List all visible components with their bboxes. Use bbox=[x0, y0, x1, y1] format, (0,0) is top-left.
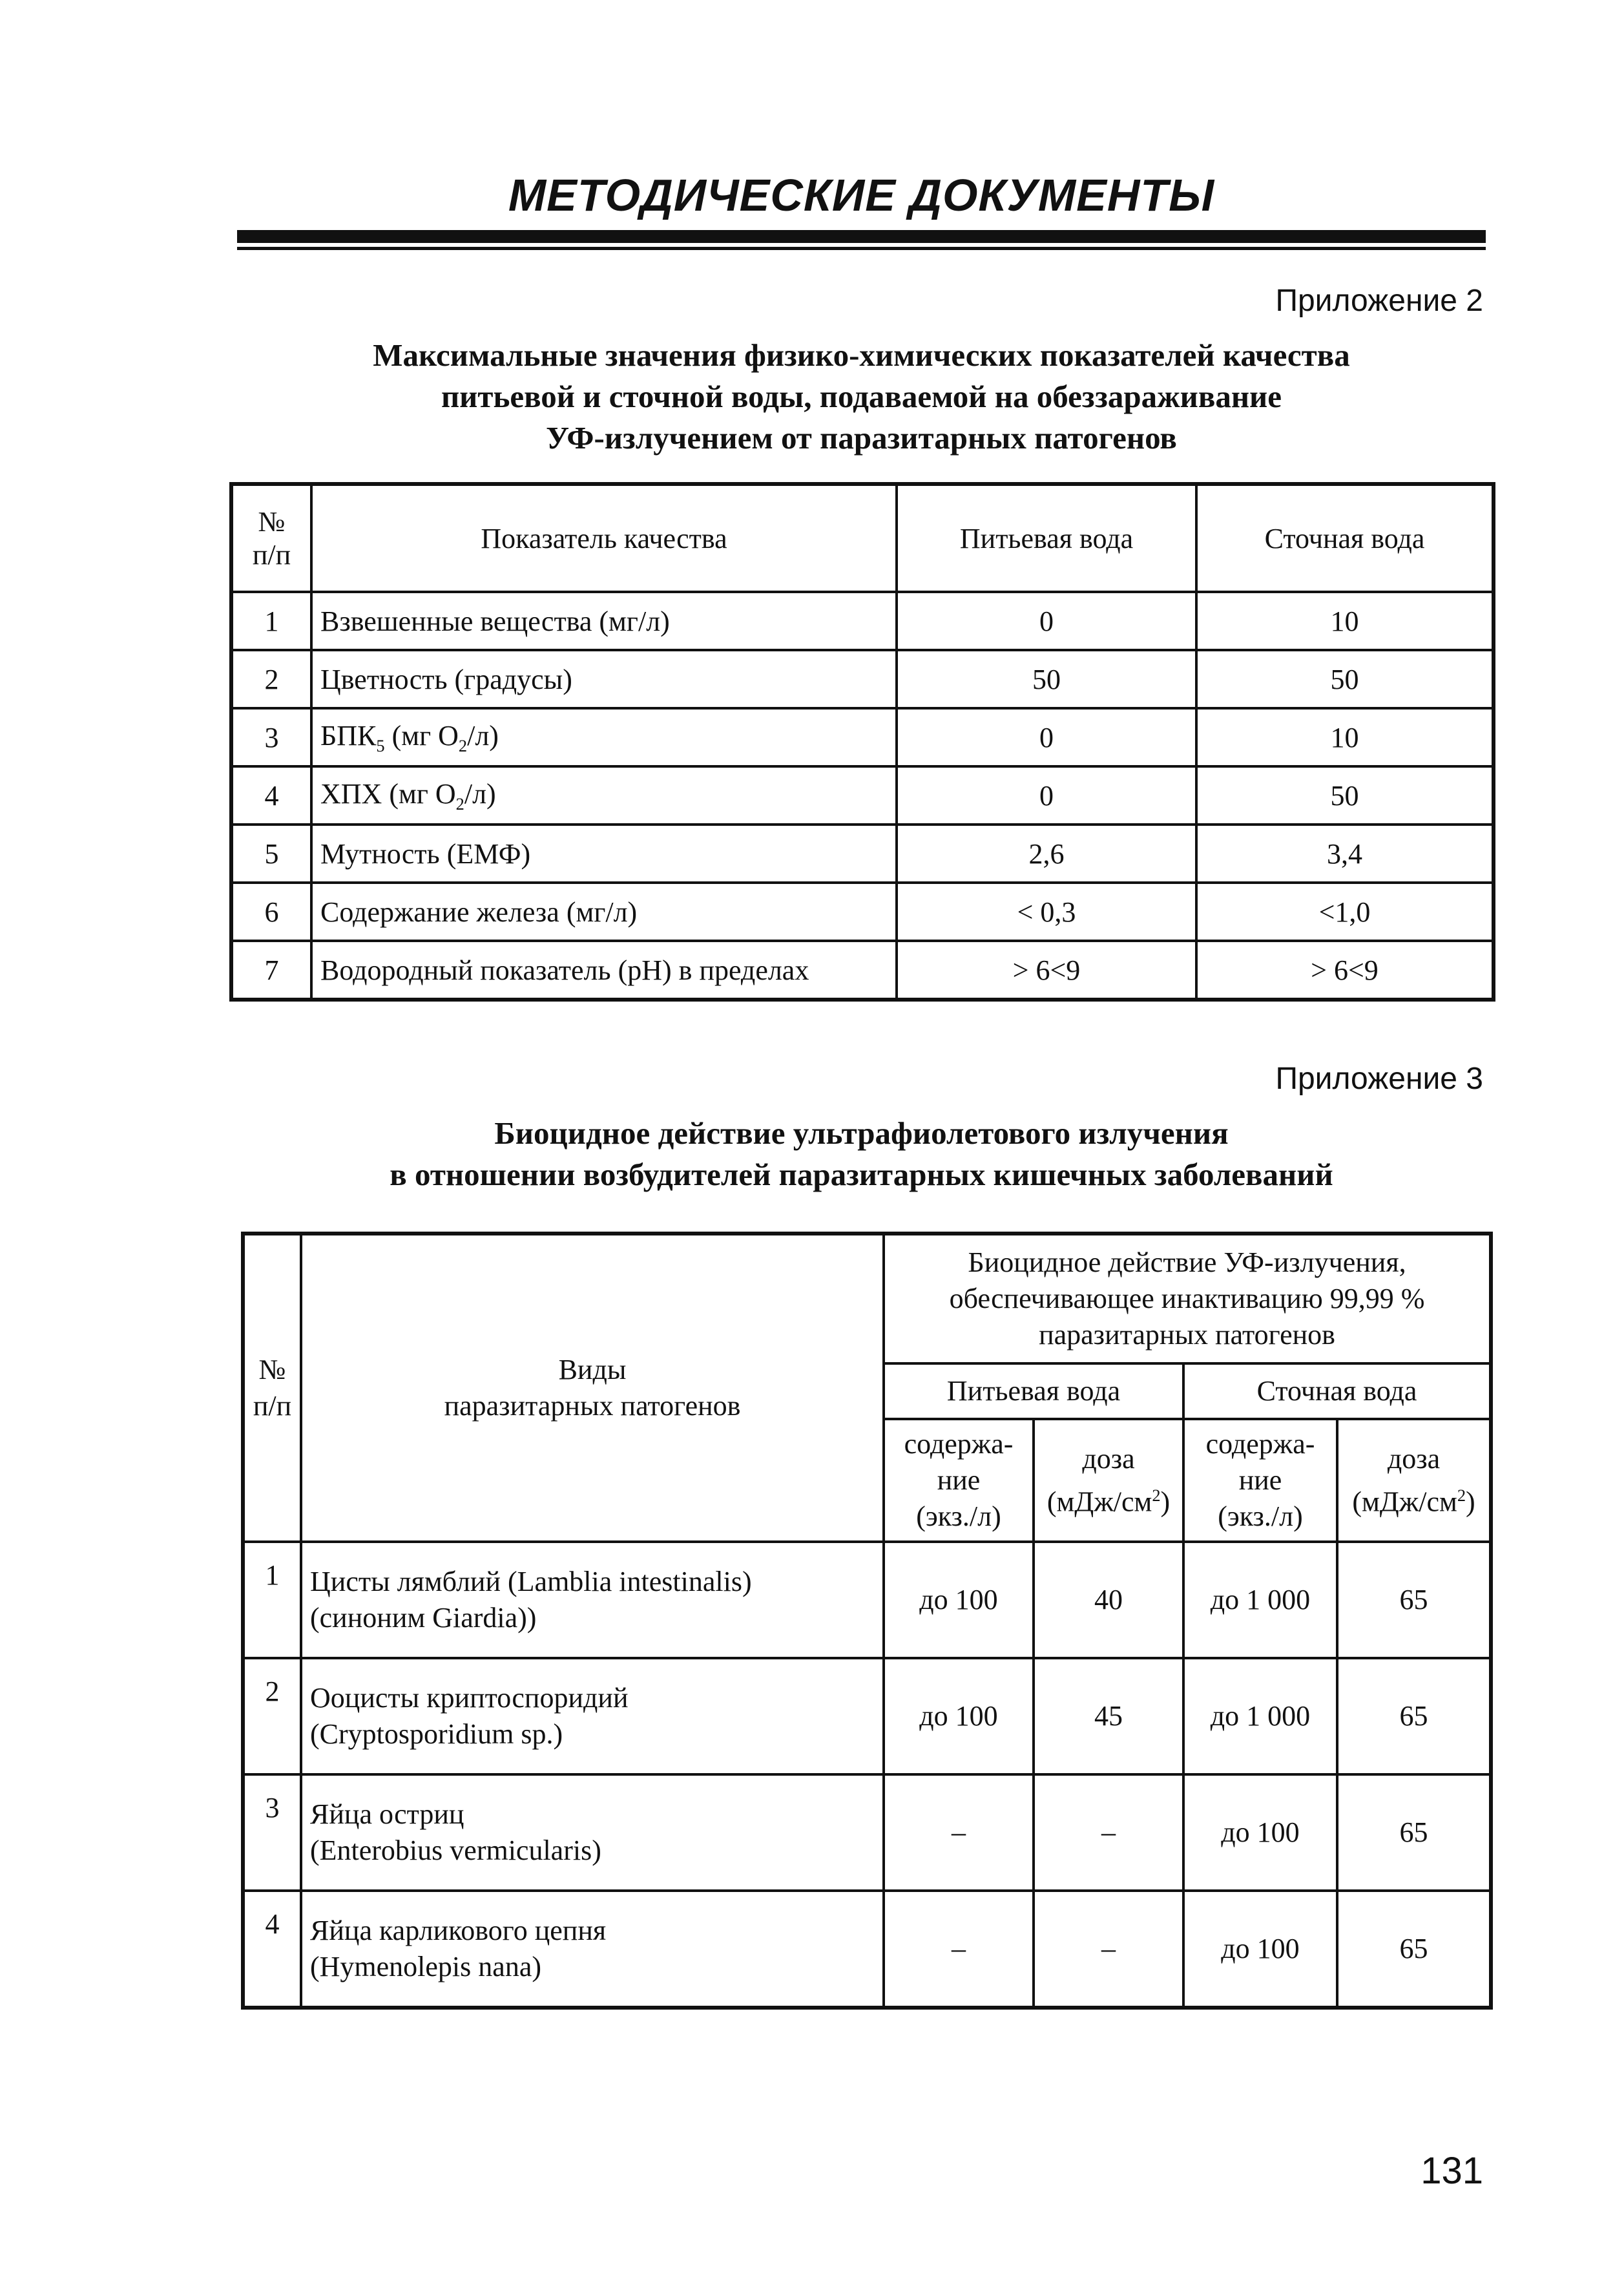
appendix-2-title bbox=[237, 335, 1486, 459]
biocidal-effect-table bbox=[241, 1232, 1493, 2010]
appendix-3-label: Приложение 3 bbox=[1275, 1062, 1483, 1096]
header-rule-thick bbox=[237, 230, 1486, 243]
table-row: 1 Взвешенные вещества (мг/л) 0 10 bbox=[231, 592, 1494, 650]
col-header-species: Виды паразитарных патогенов bbox=[301, 1234, 884, 1542]
header-rule-thin bbox=[237, 247, 1486, 250]
col-header-number: № п/п bbox=[231, 484, 311, 592]
col-header-number: № п/п bbox=[243, 1234, 301, 1542]
table-row: 1 Цисты лямблий (Lamblia intestinalis) (синоним Giardia)) до 100 40 до 1 000 65 bbox=[243, 1542, 1491, 1658]
col-header-waste: Сточная вода bbox=[1183, 1363, 1491, 1419]
table-row: 7 Водородный показатель (рН) в пределах > 6<9 > 6<9 bbox=[231, 941, 1494, 1000]
table-row: 2 Ооцисты криптоспоридий (Cryptosporidium sp.) до 100 45 до 1 000 65 bbox=[243, 1658, 1491, 1774]
title-line: Максимальные значения физико-химических показателей качества bbox=[373, 337, 1350, 373]
title-line: Биоцидное действие ультрафиолетового излучения bbox=[494, 1115, 1229, 1151]
water-quality-table bbox=[229, 482, 1495, 1002]
col-header-waste-content: содержа- ние (экз./л) bbox=[1183, 1419, 1337, 1542]
title-line: УФ-излучением от паразитарных патогенов bbox=[546, 420, 1177, 456]
table-row: 4 Яйца карликового цепня (Hymenolepis nana) – – до 100 65 bbox=[243, 1891, 1491, 2008]
table-row: 5 Мутность (ЕМФ) 2,6 3,4 bbox=[231, 825, 1494, 883]
col-header-waste-dose: доза $(мДж/см^2)$ bbox=[1337, 1419, 1491, 1542]
col-header-indicator: Показатель качества bbox=[311, 484, 897, 592]
running-header: МЕТОДИЧЕСКИЕ ДОКУМЕНТЫ bbox=[508, 170, 1215, 220]
title-line: питьевой и сточной воды, подаваемой на обеззараживание bbox=[441, 379, 1282, 414]
table-row: 6 Содержание железа (мг/л) < 0,3 <1,0 bbox=[231, 883, 1494, 941]
col-header-drinking-content: содержа- ние (экз./л) bbox=[884, 1419, 1034, 1542]
title-line: в отношении возбудителей паразитарных кишечных заболеваний bbox=[390, 1157, 1333, 1192]
col-header-drinking: Питьевая вода bbox=[897, 484, 1196, 592]
table-row: 4 ХПХ (мг $О_2/л$) 0 50 bbox=[231, 766, 1494, 825]
table-header-row bbox=[231, 484, 1494, 592]
table-header-row bbox=[243, 1234, 1491, 1363]
table-row: 3 Яйца остриц (Enterobius vermicularis) – – до 100 65 bbox=[243, 1774, 1491, 1891]
col-header-drinking-dose: доза $(мДж/см^2)$ bbox=[1034, 1419, 1183, 1542]
table-row: 3 $БПК_5$ (мг $О_2/л$) 0 10 bbox=[231, 708, 1494, 766]
col-header-effect: Биоцидное действие УФ-излучения, обеспечивающее инактивацию 99,99 % паразитарных патогенов bbox=[884, 1234, 1491, 1363]
appendix-2-label: Приложение 2 bbox=[1275, 284, 1483, 318]
col-header-waste: Сточная вода bbox=[1196, 484, 1494, 592]
page-number: 131 bbox=[1421, 2150, 1483, 2192]
table-row: 2 Цветность (градусы) 50 50 bbox=[231, 650, 1494, 708]
appendix-3-title bbox=[237, 1113, 1486, 1195]
col-header-drinking: Питьевая вода bbox=[884, 1363, 1183, 1419]
